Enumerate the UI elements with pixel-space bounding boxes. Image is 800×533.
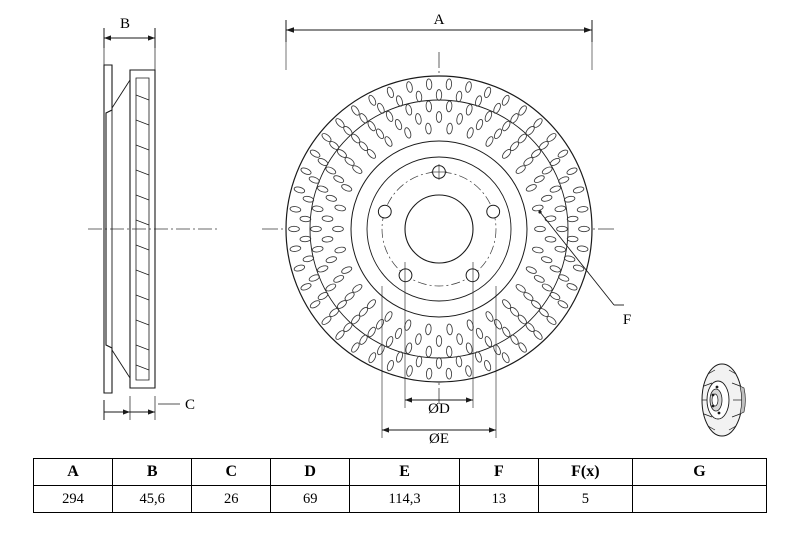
side-section-view xyxy=(88,16,218,420)
table-value-cell: 45,6 xyxy=(113,486,192,513)
table-value-cell: 13 xyxy=(459,486,538,513)
table-header-cell: D xyxy=(271,459,350,486)
table-header-cell: F xyxy=(459,459,538,486)
table-header-cell: B xyxy=(113,459,192,486)
table-value-cell: 5 xyxy=(538,486,632,513)
isometric-thumbnail-view xyxy=(702,364,745,436)
dimension-c-side xyxy=(104,396,195,420)
table-header-cell: F(x) xyxy=(538,459,632,486)
table-value-cell xyxy=(632,486,766,513)
table-header-cell: A xyxy=(34,459,113,486)
label-od: ØD xyxy=(428,401,450,417)
table-header-cell: G xyxy=(632,459,766,486)
table-value-row xyxy=(34,486,767,513)
table-header-cell: E xyxy=(350,459,460,486)
label-c: C xyxy=(184,397,196,413)
front-face-view xyxy=(262,12,631,447)
bolt-hole xyxy=(466,269,479,282)
table-value-cell: 294 xyxy=(34,486,113,513)
label-b: B xyxy=(119,16,131,32)
bolt-hole xyxy=(399,269,412,282)
table-value-cell: 26 xyxy=(192,486,271,513)
label-oe: ØE xyxy=(429,431,449,447)
center-bore-circle xyxy=(405,195,473,263)
table-header-row xyxy=(34,459,767,486)
specification-table xyxy=(33,458,767,513)
bolt-hole xyxy=(487,205,500,218)
table-header-cell: C xyxy=(192,459,271,486)
label-f: F xyxy=(622,312,632,328)
bolt-hole xyxy=(378,205,391,218)
table-value-cell: 114,3 xyxy=(350,486,460,513)
label-a: A xyxy=(433,12,445,28)
dimension-b-side xyxy=(104,16,155,70)
table-value-cell: 69 xyxy=(271,486,350,513)
